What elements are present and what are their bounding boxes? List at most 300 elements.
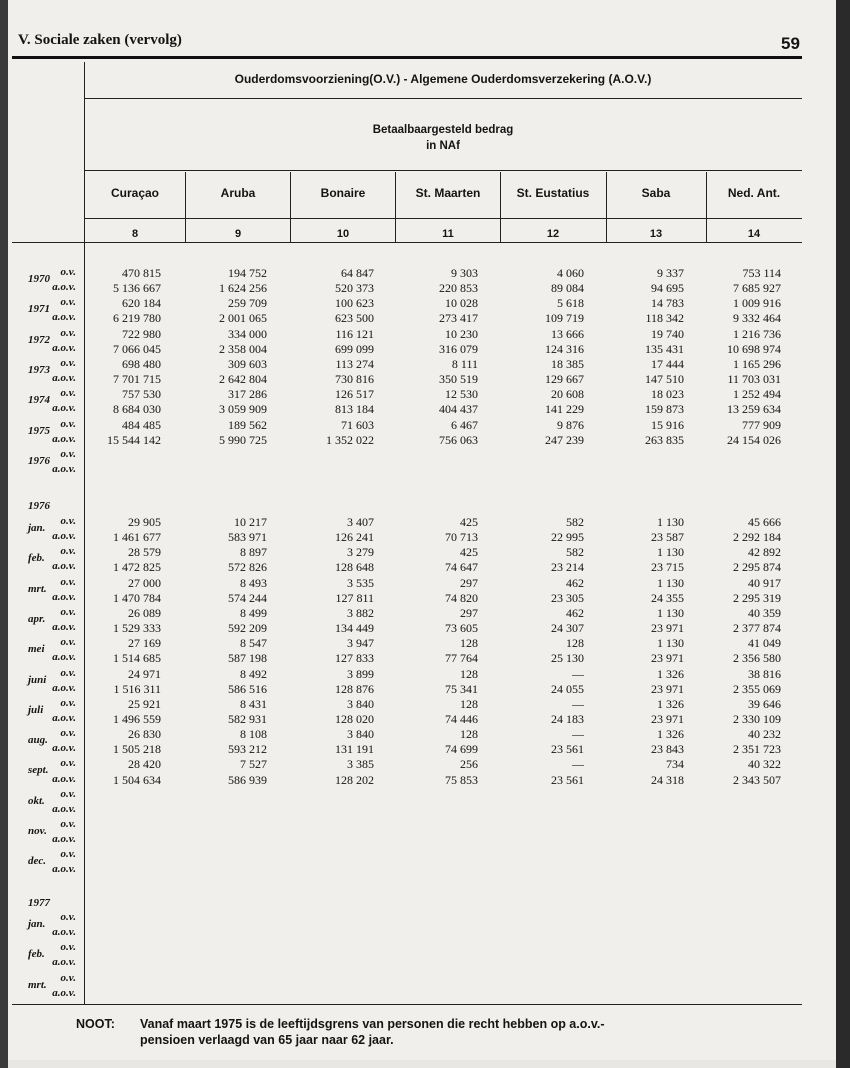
table-cell: 14 783 <box>651 296 684 311</box>
table-cell: 128 <box>566 636 584 651</box>
table-cell: 7 701 715 <box>113 372 161 387</box>
table-cell: 73 605 <box>445 621 478 636</box>
subtitle-rule <box>84 170 802 171</box>
row-type-label: a.o.v. <box>52 560 76 573</box>
table-cell: 10 028 <box>445 296 478 311</box>
table-cell: 582 <box>566 545 584 560</box>
column-number: 13 <box>649 228 663 240</box>
row-period-label: juni <box>28 673 47 686</box>
row-period-label: 1973 <box>28 363 50 376</box>
table-cell: 127 833 <box>335 651 374 666</box>
row-type-label: a.o.v. <box>52 711 76 724</box>
table-cell: 4 060 <box>557 266 584 280</box>
table-cell: 126 241 <box>335 530 374 545</box>
row-type-label: o.v. <box>60 545 76 558</box>
table-cell: 2 642 804 <box>219 372 267 387</box>
row-type-label: o.v. <box>60 417 76 430</box>
table-cell: 13 259 634 <box>727 402 781 417</box>
column-header-name: St. Eustatius <box>516 186 590 200</box>
table-cell: — <box>572 757 584 772</box>
table-cell: 8 431 <box>240 696 267 711</box>
table-cell: 520 373 <box>335 281 374 296</box>
table-cell: — <box>572 666 584 681</box>
table-cell: 8 108 <box>240 727 267 742</box>
table-cell: 23 971 <box>651 681 684 696</box>
row-period-label: 1974 <box>28 394 50 407</box>
table-cell: 128 <box>460 696 478 711</box>
table-cell: 3 385 <box>347 757 374 772</box>
table-cell: 128 020 <box>335 711 374 726</box>
table-cell: 24 055 <box>551 681 584 696</box>
table-cell: 42 892 <box>748 545 781 560</box>
row-type-label: a.o.v. <box>52 742 76 755</box>
table-cell: 5 990 725 <box>219 432 267 447</box>
table-cell: 25 921 <box>128 696 161 711</box>
table-cell: 3 059 909 <box>219 402 267 417</box>
row-type-label: o.v. <box>60 727 76 740</box>
table-cell: 2 292 184 <box>733 530 781 545</box>
table-cell: 1 529 333 <box>113 621 161 636</box>
table-cell: 6 219 780 <box>113 311 161 326</box>
row-period-label: 1975 <box>28 424 50 437</box>
page-left-edge <box>0 0 8 1068</box>
table-cell: 586 516 <box>228 681 267 696</box>
table-cell: 23 214 <box>551 560 584 575</box>
table-cell: 2 356 580 <box>733 651 781 666</box>
row-type-label: a.o.v. <box>52 530 76 543</box>
row-period-label: feb. <box>28 552 45 565</box>
table-cell: 25 130 <box>551 651 584 666</box>
table-cell: 74 446 <box>445 711 478 726</box>
table-cell: 1 130 <box>657 636 684 651</box>
table-cell: 5 136 667 <box>113 281 161 296</box>
table-cell: 1 130 <box>657 605 684 620</box>
table-cell: 100 623 <box>335 296 374 311</box>
table-cell: 24 307 <box>551 621 584 636</box>
column-number: 8 <box>131 228 139 240</box>
row-type-label: a.o.v. <box>52 926 76 939</box>
table-cell: 11 703 031 <box>727 372 781 387</box>
section-title: V. Sociale zaken (vervolg) <box>18 32 182 48</box>
row-type-label: o.v. <box>60 636 76 649</box>
table-cell: 1 252 494 <box>733 387 781 402</box>
table-cell: 24 318 <box>651 772 684 787</box>
table-cell: 753 114 <box>742 266 781 280</box>
row-type-label: o.v. <box>60 818 76 830</box>
row-type-label: a.o.v. <box>52 651 76 664</box>
colhead-rule <box>84 218 802 219</box>
column-header-name: Ned. Ant. <box>727 186 781 200</box>
column-header-name: Saba <box>641 186 671 200</box>
column-header-name: Aruba <box>220 186 256 200</box>
table-cell: 620 184 <box>122 296 161 311</box>
table-cell: 23 561 <box>551 742 584 757</box>
row-type-label: a.o.v. <box>52 402 76 415</box>
table-cell: 40 917 <box>748 575 781 590</box>
table-cell: 462 <box>566 605 584 620</box>
table-cell: 189 562 <box>228 417 267 432</box>
table-cell: 334 000 <box>228 326 267 341</box>
table-cell: 45 666 <box>748 515 781 529</box>
table-cell: 77 764 <box>445 651 478 666</box>
year-heading: 1976 <box>28 500 50 512</box>
table-cell: 574 244 <box>228 590 267 605</box>
col-divider <box>395 172 396 242</box>
row-type-label: o.v. <box>60 911 76 923</box>
table-cell: 40 359 <box>748 605 781 620</box>
row-period-label: jan. <box>28 918 46 930</box>
row-type-label: a.o.v. <box>52 462 76 475</box>
row-type-label: o.v. <box>60 757 76 770</box>
table-cell: 118 342 <box>645 311 684 326</box>
row-type-label: o.v. <box>60 515 76 527</box>
table-cell: 10 230 <box>445 326 478 341</box>
row-type-label: o.v. <box>60 848 76 861</box>
table-cell: 1 472 825 <box>113 560 161 575</box>
table-cell: 124 316 <box>545 341 584 356</box>
row-type-label: a.o.v. <box>52 311 76 324</box>
table-cell: 1 461 677 <box>113 530 161 545</box>
title-rule <box>84 98 802 99</box>
table-cell: 8 897 <box>240 545 267 560</box>
row-period-label: dec. <box>28 855 47 868</box>
table-cell: 26 830 <box>128 727 161 742</box>
year-heading: 1977 <box>28 897 50 909</box>
table-cell: 220 853 <box>439 281 478 296</box>
row-period-label: 1972 <box>28 333 50 346</box>
table-cell: 40 322 <box>748 757 781 772</box>
table-cell: 2 330 109 <box>733 711 781 726</box>
table-cell: 3 899 <box>347 666 374 681</box>
table-cell: 1 130 <box>657 515 684 529</box>
table-cell: 1 130 <box>657 575 684 590</box>
row-type-label: a.o.v. <box>52 772 76 785</box>
row-type-label: a.o.v. <box>52 863 76 876</box>
table-cell: 7 066 045 <box>113 341 161 356</box>
row-type-label: a.o.v. <box>52 432 76 445</box>
table-cell: 22 995 <box>551 530 584 545</box>
table-cell: 23 715 <box>651 560 684 575</box>
table-cell: 3 840 <box>347 696 374 711</box>
table-cell: 757 530 <box>122 387 161 402</box>
row-type-label: o.v. <box>60 266 76 278</box>
row-type-label: o.v. <box>60 326 76 339</box>
table-cell: 127 811 <box>335 590 374 605</box>
table-cell: 3 947 <box>347 636 374 651</box>
row-type-label: a.o.v. <box>52 281 76 294</box>
table-cell: 129 667 <box>545 372 584 387</box>
table-cell: 3 279 <box>347 545 374 560</box>
table-cell: 10 698 974 <box>727 341 781 356</box>
table-cell: 24 355 <box>651 590 684 605</box>
table-cell: 28 579 <box>128 545 161 560</box>
table-cell: 10 217 <box>234 515 267 529</box>
table-cell: 23 971 <box>651 651 684 666</box>
table-cell: 23 971 <box>651 711 684 726</box>
table-cell: 1 470 784 <box>113 590 161 605</box>
table-cell: 309 603 <box>228 356 267 371</box>
table-cell: 9 876 <box>557 417 584 432</box>
table-cell: 116 121 <box>335 326 374 341</box>
row-period-label: 1971 <box>28 303 50 316</box>
column-number: 11 <box>442 228 454 240</box>
table-cell: 1 326 <box>657 666 684 681</box>
table-cell: 730 816 <box>335 372 374 387</box>
table-cell: 20 608 <box>551 387 584 402</box>
table-cell: 273 417 <box>439 311 478 326</box>
table-cell: 777 909 <box>742 417 781 432</box>
column-header-name: Curaçao <box>110 186 160 200</box>
row-type-label: a.o.v. <box>52 681 76 694</box>
table-cell: 623 500 <box>335 311 374 326</box>
row-type-label: a.o.v. <box>52 372 76 385</box>
table-cell: 109 719 <box>545 311 584 326</box>
table-cell: 17 444 <box>651 356 684 371</box>
table-cell: 13 666 <box>551 326 584 341</box>
table-cell: 75 853 <box>445 772 478 787</box>
table-cell: 470 815 <box>122 266 161 280</box>
row-type-label: o.v. <box>60 447 76 460</box>
table-cell: 8 684 030 <box>113 402 161 417</box>
header-rule <box>12 56 802 59</box>
subtitle-line-2: in NAf <box>426 140 460 152</box>
row-period-label: mrt. <box>28 978 47 991</box>
column-header-name: Bonaire <box>320 186 366 200</box>
table-cell: 23 561 <box>551 772 584 787</box>
row-period-label: feb. <box>28 948 45 961</box>
table-cell: 128 <box>460 636 478 651</box>
table-cell: 128 <box>460 727 478 742</box>
row-type-label: o.v. <box>60 941 76 954</box>
table-cell: 134 449 <box>335 621 374 636</box>
footnote <box>76 1016 740 1048</box>
table-cell: 316 079 <box>439 341 478 356</box>
table-cell: 2 377 874 <box>733 621 781 636</box>
row-type-label: o.v. <box>60 696 76 709</box>
table-cell: 1 009 916 <box>733 296 781 311</box>
table-cell: 75 341 <box>445 681 478 696</box>
row-period-label: apr. <box>28 612 46 625</box>
table-cell: 583 971 <box>228 530 267 545</box>
page-number: 59 <box>781 34 800 53</box>
table-cell: 23 971 <box>651 621 684 636</box>
table-cell: 722 980 <box>122 326 161 341</box>
note-line-2: pensioen verlaagd van 65 jaar naar 62 jaar. <box>140 1033 394 1047</box>
table-cell: 698 480 <box>122 356 161 371</box>
table-cell: 9 337 <box>657 266 684 280</box>
row-type-label: a.o.v. <box>52 341 76 354</box>
row-period-label: mrt. <box>28 582 47 595</box>
table-cell: 813 184 <box>335 402 374 417</box>
table-cell: 256 <box>460 757 478 772</box>
table-cell: 1 516 311 <box>113 681 161 696</box>
table-cell: 1 326 <box>657 727 684 742</box>
table-cell: 263 835 <box>645 432 684 447</box>
row-period-label: nov. <box>28 825 47 837</box>
table-cell: 9 332 464 <box>733 311 781 326</box>
table-cell: 24 183 <box>551 711 584 726</box>
table-cell: — <box>572 696 584 711</box>
table-cell: 1 624 256 <box>219 281 267 296</box>
table-cell: 131 191 <box>335 742 374 757</box>
row-period-label: okt. <box>28 794 45 807</box>
table-cell: 3 840 <box>347 727 374 742</box>
table-cell: 24 154 026 <box>727 432 781 447</box>
table-cell: 1 326 <box>657 696 684 711</box>
row-type-label: o.v. <box>60 387 76 400</box>
column-header-name: St. Maarten <box>415 186 481 200</box>
table-cell: 582 931 <box>228 711 267 726</box>
table-cell: 74 647 <box>445 560 478 575</box>
table-cell: 350 519 <box>439 372 478 387</box>
table-cell: 74 820 <box>445 590 478 605</box>
col-divider <box>290 172 291 242</box>
table-cell: 8 547 <box>240 636 267 651</box>
table-cell: 159 873 <box>645 402 684 417</box>
table-cell: 23 305 <box>551 590 584 605</box>
table-cell: 12 530 <box>445 387 478 402</box>
table-cell: 41 049 <box>748 636 781 651</box>
col-divider <box>500 172 501 242</box>
table-cell: 8 499 <box>240 605 267 620</box>
table-cell: 7 685 927 <box>733 281 781 296</box>
row-type-label: a.o.v. <box>52 802 76 815</box>
table-cell: 23 843 <box>651 742 684 757</box>
table-cell: 113 274 <box>335 356 374 371</box>
table-cell: 19 740 <box>651 326 684 341</box>
table-cell: 7 527 <box>240 757 267 772</box>
table-cell: 94 695 <box>651 281 684 296</box>
row-period-label: aug. <box>28 734 48 747</box>
table-cell: 586 939 <box>228 772 267 787</box>
table-cell: 89 084 <box>551 281 584 296</box>
row-period-label: sept. <box>28 764 49 777</box>
table-cell: 1 352 022 <box>326 432 374 447</box>
row-type-label: o.v. <box>60 296 76 309</box>
table-cell: 24 971 <box>128 666 161 681</box>
col-divider <box>185 172 186 242</box>
table-cell: 71 603 <box>341 417 374 432</box>
column-number: 14 <box>747 228 761 240</box>
table-cell: 1 216 736 <box>733 326 781 341</box>
table-cell: 194 752 <box>228 266 267 280</box>
table-cell: 593 212 <box>228 742 267 757</box>
table-cell: 297 <box>460 575 478 590</box>
table-cell: 147 510 <box>645 372 684 387</box>
table-cell: 699 099 <box>335 341 374 356</box>
table-cell: 5 618 <box>557 296 584 311</box>
row-period-label: mei <box>28 643 45 656</box>
table-cell: 128 648 <box>335 560 374 575</box>
table-cell: 8 493 <box>240 575 267 590</box>
note-line-1: Vanaf maart 1975 is de leeftijdsgrens van personen die recht hebben op a.o.v.- <box>140 1017 605 1031</box>
row-period-label: 1976 <box>28 454 50 467</box>
table-cell: 3 407 <box>347 515 374 529</box>
table-cell: 756 063 <box>439 432 478 447</box>
row-type-label: a.o.v. <box>52 956 76 969</box>
column-number: 10 <box>336 228 350 240</box>
table-cell: 28 420 <box>128 757 161 772</box>
table-cell: 27 000 <box>128 575 161 590</box>
table-cell: 8 111 <box>451 356 478 371</box>
table-cell: 582 <box>566 515 584 529</box>
table-cell: 2 001 065 <box>219 311 267 326</box>
table-cell: 734 <box>666 757 684 772</box>
table-cell: 1 165 296 <box>733 356 781 371</box>
table-cell: 2 358 004 <box>219 341 267 356</box>
table-cell: 587 198 <box>228 651 267 666</box>
table-cell: 247 239 <box>545 432 584 447</box>
column-number: 9 <box>234 228 242 240</box>
table-cell: 2 295 874 <box>733 560 781 575</box>
row-period-label: 1970 <box>28 273 50 285</box>
table-cell: 15 544 142 <box>107 432 161 447</box>
table-cell: 3 535 <box>347 575 374 590</box>
table-cell: 1 514 685 <box>113 651 161 666</box>
table-subtitle <box>84 122 802 154</box>
table-cell: 70 713 <box>445 530 478 545</box>
table-cell: 18 385 <box>551 356 584 371</box>
table-cell: 462 <box>566 575 584 590</box>
row-type-label: o.v. <box>60 356 76 369</box>
table-cell: 572 826 <box>228 560 267 575</box>
table-cell: 26 089 <box>128 605 161 620</box>
table-cell: 1 496 559 <box>113 711 161 726</box>
row-type-label: o.v. <box>60 971 76 984</box>
table-cell: 6 467 <box>451 417 478 432</box>
subtitle-line-1: Betaalbaargesteld bedrag <box>372 124 514 136</box>
table-cell: 1 505 218 <box>113 742 161 757</box>
table-cell: 317 286 <box>228 387 267 402</box>
table-cell: 404 437 <box>439 402 478 417</box>
table-cell: 38 816 <box>748 666 781 681</box>
table-cell: 3 882 <box>347 605 374 620</box>
table-cell: 18 023 <box>651 387 684 402</box>
row-type-label: a.o.v. <box>52 986 76 999</box>
table-cell: 39 646 <box>748 696 781 711</box>
table-cell: 29 905 <box>128 515 161 529</box>
table-cell: 74 699 <box>445 742 478 757</box>
row-period-label: jan. <box>28 522 46 534</box>
colnum-rule <box>12 242 802 243</box>
table-cell: 64 847 <box>341 266 374 280</box>
row-type-label: o.v. <box>60 605 76 618</box>
table-cell: 297 <box>460 605 478 620</box>
table-cell: 484 485 <box>122 417 161 432</box>
table-cell: 8 492 <box>240 666 267 681</box>
table-cell: — <box>572 727 584 742</box>
table-cell: 128 876 <box>335 681 374 696</box>
table-cell: 23 587 <box>651 530 684 545</box>
row-type-label: o.v. <box>60 575 76 588</box>
table-cell: 1 504 634 <box>113 772 161 787</box>
table-cell: 2 355 069 <box>733 681 781 696</box>
table-title: Ouderdomsvoorziening(O.V.) - Algemene Ouderdomsverzekering (A.O.V.) <box>234 72 652 86</box>
table-cell: 128 <box>460 666 478 681</box>
table-cell: 2 343 507 <box>733 772 781 787</box>
table-cell: 40 232 <box>748 727 781 742</box>
table-cell: 27 169 <box>128 636 161 651</box>
table-cell: 592 209 <box>228 621 267 636</box>
table-cell: 2 295 319 <box>733 590 781 605</box>
table-cell: 425 <box>460 515 478 529</box>
column-number: 12 <box>546 228 560 240</box>
table-cell: 15 916 <box>651 417 684 432</box>
table-bottom-rule <box>12 1004 802 1005</box>
table-cell: 135 431 <box>645 341 684 356</box>
row-type-label: a.o.v. <box>52 621 76 634</box>
row-type-label: o.v. <box>60 666 76 679</box>
